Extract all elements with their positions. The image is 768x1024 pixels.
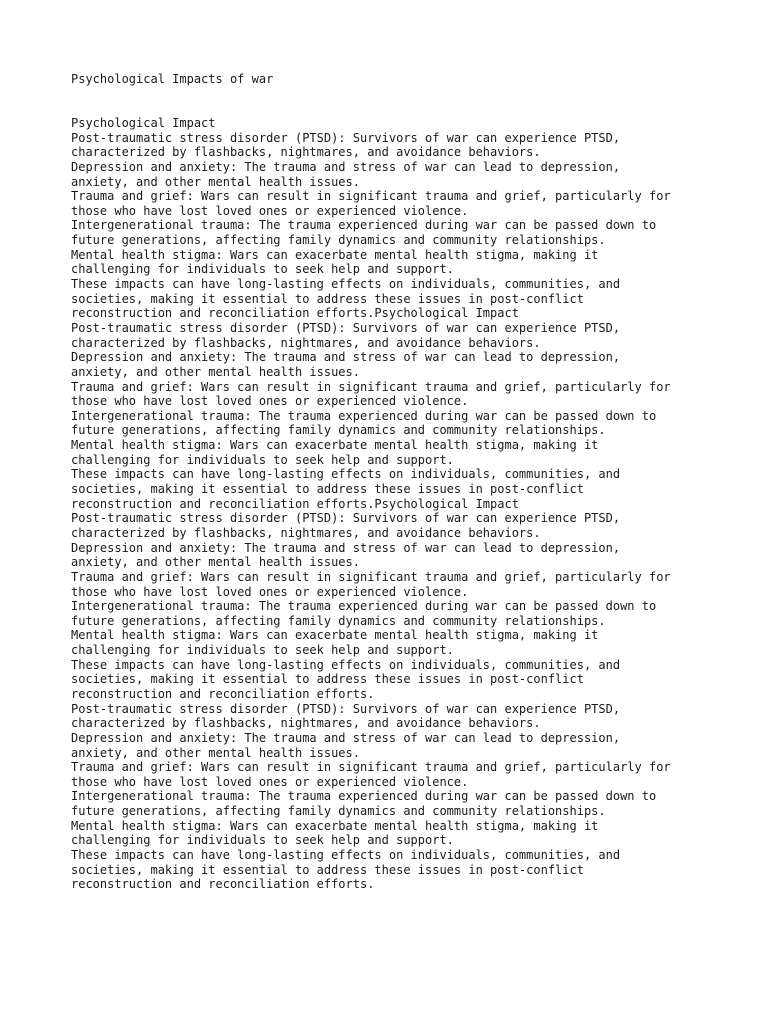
- text-line: societies, making it essential to address these issues in post-conflict: [71, 862, 584, 877]
- text-line: anxiety, and other mental health issues.: [71, 364, 360, 379]
- text-line: Post-traumatic stress disorder (PTSD): Survivors of war can experience PTSD,: [71, 320, 621, 335]
- text-line: challenging for individuals to seek help and support.: [71, 262, 454, 277]
- text-line: reconstruction and reconciliation efforts.: [71, 877, 375, 892]
- text-line: Depression and anxiety: The trauma and stress of war can lead to depression,: [71, 350, 621, 365]
- document-body: [71, 116, 761, 892]
- text-line: Depression and anxiety: The trauma and stress of war can lead to depression,: [71, 730, 621, 745]
- text-line: challenging for individuals to seek help and support.: [71, 643, 454, 658]
- text-line: challenging for individuals to seek help and support.: [71, 833, 454, 848]
- text-line: societies, making it essential to address these issues in post-conflict: [71, 672, 584, 687]
- text-line: These impacts can have long-lasting effects on individuals, communities, and: [71, 657, 621, 672]
- text-line: those who have lost loved ones or experienced violence.: [71, 203, 469, 218]
- text-line: characterized by flashbacks, nightmares, and avoidance behaviors.: [71, 145, 541, 160]
- text-line: societies, making it essential to address these issues in post-conflict: [71, 482, 584, 497]
- text-line: characterized by flashbacks, nightmares, and avoidance behaviors.: [71, 335, 541, 350]
- text-line: future generations, affecting family dynamics and community relationships.: [71, 804, 606, 819]
- text-line: those who have lost loved ones or experienced violence.: [71, 584, 469, 599]
- text-line: societies, making it essential to address these issues in post-conflict: [71, 291, 584, 306]
- text-line: Depression and anxiety: The trauma and stress of war can lead to depression,: [71, 540, 621, 555]
- text-line: challenging for individuals to seek help and support.: [71, 452, 454, 467]
- text-line: characterized by flashbacks, nightmares, and avoidance behaviors.: [71, 716, 541, 731]
- text-line: anxiety, and other mental health issues.: [71, 174, 360, 189]
- text-line: Mental health stigma: Wars can exacerbate mental health stigma, making it: [71, 247, 599, 262]
- text-line: These impacts can have long-lasting effects on individuals, communities, and: [71, 467, 621, 482]
- text-line: Mental health stigma: Wars can exacerbate mental health stigma, making it: [71, 818, 599, 833]
- text-line: Trauma and grief: Wars can result in significant trauma and grief, particularly for: [71, 189, 671, 204]
- text-line: anxiety, and other mental health issues.: [71, 745, 360, 760]
- text-line: Post-traumatic stress disorder (PTSD): Survivors of war can experience PTSD,: [71, 511, 621, 526]
- text-line: those who have lost loved ones or experienced violence.: [71, 394, 469, 409]
- text-line: reconstruction and reconciliation efforts.Psychological Impact: [71, 306, 519, 321]
- text-line: Trauma and grief: Wars can result in significant trauma and grief, particularly for: [71, 379, 671, 394]
- text-line: Intergenerational trauma: The trauma experienced during war can be passed down to: [71, 599, 657, 614]
- text-line: characterized by flashbacks, nightmares, and avoidance behaviors.: [71, 525, 541, 540]
- text-line: reconstruction and reconciliation efforts.Psychological Impact: [71, 496, 519, 511]
- text-line: reconstruction and reconciliation efforts.: [71, 686, 375, 701]
- text-line: future generations, affecting family dynamics and community relationships.: [71, 423, 606, 438]
- text-line: Post-traumatic stress disorder (PTSD): Survivors of war can experience PTSD,: [71, 130, 621, 145]
- document-title: Psychological Impacts of war: [71, 72, 274, 86]
- text-line: These impacts can have long-lasting effects on individuals, communities, and: [71, 277, 621, 292]
- text-line: These impacts can have long-lasting effects on individuals, communities, and: [71, 848, 621, 863]
- text-line: Mental health stigma: Wars can exacerbate mental health stigma, making it: [71, 628, 599, 643]
- text-line: Intergenerational trauma: The trauma experienced during war can be passed down to: [71, 218, 657, 233]
- text-line: Post-traumatic stress disorder (PTSD): Survivors of war can experience PTSD,: [71, 701, 621, 716]
- text-line: Trauma and grief: Wars can result in significant trauma and grief, particularly for: [71, 760, 671, 775]
- text-line: Depression and anxiety: The trauma and stress of war can lead to depression,: [71, 159, 621, 174]
- text-line: Intergenerational trauma: The trauma experienced during war can be passed down to: [71, 408, 657, 423]
- text-line: Psychological Impact: [71, 116, 216, 130]
- text-line: those who have lost loved ones or experienced violence.: [71, 774, 469, 789]
- text-line: Trauma and grief: Wars can result in significant trauma and grief, particularly for: [71, 569, 671, 584]
- text-line: future generations, affecting family dynamics and community relationships.: [71, 233, 606, 248]
- text-line: anxiety, and other mental health issues.: [71, 555, 360, 570]
- text-line: Intergenerational trauma: The trauma experienced during war can be passed down to: [71, 789, 657, 804]
- text-line: future generations, affecting family dynamics and community relationships.: [71, 613, 606, 628]
- text-line: Mental health stigma: Wars can exacerbate mental health stigma, making it: [71, 438, 599, 453]
